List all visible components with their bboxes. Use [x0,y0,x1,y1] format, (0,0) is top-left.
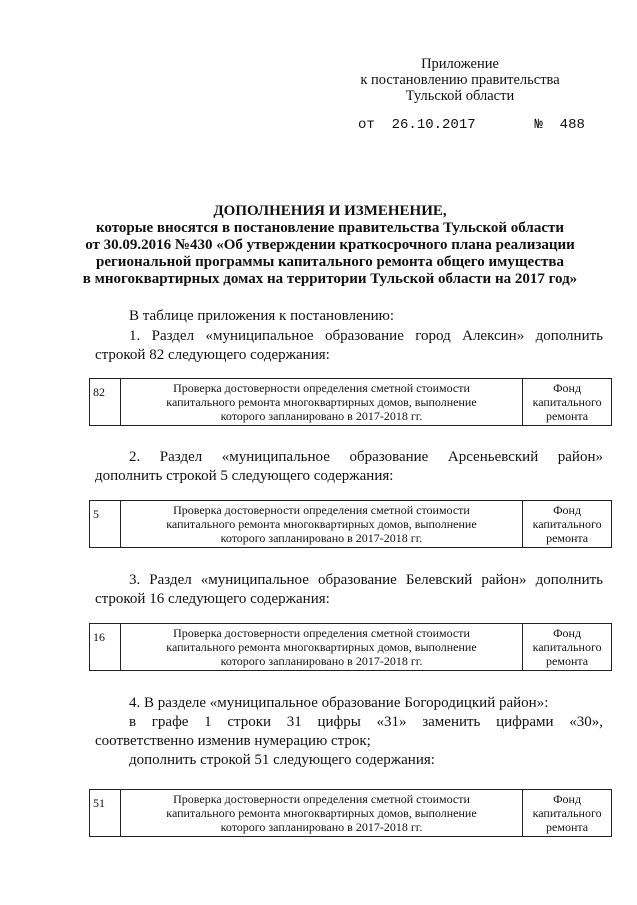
row-description [120,379,522,426]
row-number: 82 [90,379,121,426]
document-title [60,203,600,288]
row-number: 51 [90,790,121,837]
row-fund [523,501,612,548]
row-description-line-3: которого запланировано в 2017-2018 гг. [220,654,423,668]
row-fund-line-3: ремонта [546,531,589,545]
row-fund-line-2: капитального [532,395,602,409]
intro-paragraph [95,307,603,326]
row-fund [523,624,612,671]
paragraph-4-line-1: 4. В разделе «муниципальное образование Богородицкий район»: [129,695,549,711]
title-line-5: в многоквартирных домах на территории Тульской области на 2017 год» [82,271,578,287]
row-table-16 [89,623,612,671]
annex-line-2: к постановлению правительства [360,72,560,88]
row-description-line-1: Проверка достоверности определения сметной стоимости [173,381,470,395]
paragraph-4 [95,694,603,770]
row-description-line-3: которого запланировано в 2017-2018 гг. [220,820,423,834]
order-from-label: от [358,117,375,133]
row-description-line-2: капитального ремонта многоквартирных домов, выполнение [166,806,477,820]
order-number-label: № [534,117,543,133]
paragraph-4-line-4: дополнить строкой 51 следующего содержания: [129,752,435,768]
table-row [90,379,612,426]
row-fund [523,790,612,837]
row-description-line-1: Проверка достоверности определения сметной стоимости [173,503,470,517]
title-line-4: региональной программы капитального ремонта общего имущества [96,254,564,270]
row-description [120,501,522,548]
order-line [358,117,585,133]
row-fund-line-1: Фонд [553,503,582,517]
paragraph-2-line-1: 2. Раздел «муниципальное образование Арсеньевский район» [129,449,603,465]
row-fund-line-1: Фонд [553,792,582,806]
paragraph-1 [95,327,603,365]
annex-line-1: Приложение [421,56,499,72]
title-line-1: ДОПОЛНЕНИЯ И ИЗМЕНЕНИЕ, [213,203,447,219]
row-number: 5 [90,501,121,548]
row-fund-line-3: ремонта [546,820,589,834]
paragraph-1-line-2: строкой 82 следующего содержания: [95,347,330,363]
row-description-line-3: которого запланировано в 2017-2018 гг. [220,531,423,545]
row-fund-line-2: капитального [532,517,602,531]
paragraph-2 [95,448,603,486]
annex-line-3: Тульской области [405,88,515,104]
annex-block [330,56,590,104]
row-table-51 [89,789,612,837]
intro-text: В таблице приложения к постановлению: [129,308,395,324]
table-row [90,501,612,548]
title-line-3: от 30.09.2016 №430 «Об утверждении краткосрочного плана реализации [85,237,575,253]
paragraph-3-line-1: 3. Раздел «муниципальное образование Белевский район» дополнить [129,572,603,588]
paragraph-4-line-2: в графе 1 строки 31 цифры «31» заменить цифрами «30», [129,714,603,730]
row-description [120,624,522,671]
row-description-line-3: которого запланировано в 2017-2018 гг. [220,409,423,423]
table-row [90,624,612,671]
row-description-line-2: капитального ремонта многоквартирных домов, выполнение [166,517,477,531]
paragraph-3 [95,571,603,609]
row-table-5 [89,500,612,548]
row-fund-line-3: ремонта [546,409,589,423]
row-description-line-1: Проверка достоверности определения сметной стоимости [173,792,470,806]
order-date: 26.10.2017 [391,117,476,133]
row-fund-line-3: ремонта [546,654,589,668]
row-table-82 [89,378,612,426]
row-fund-line-1: Фонд [553,626,582,640]
paragraph-2-line-2: дополнить строкой 5 следующего содержания: [95,468,394,484]
row-fund-line-2: капитального [532,806,602,820]
title-line-2: которые вносятся в постановление правительства Тульской области [95,220,565,236]
row-fund [523,379,612,426]
row-number: 16 [90,624,121,671]
row-description-line-2: капитального ремонта многоквартирных домов, выполнение [166,640,477,654]
row-fund-line-1: Фонд [553,381,582,395]
table-row [90,790,612,837]
row-description-line-1: Проверка достоверности определения сметной стоимости [173,626,470,640]
row-description [120,790,522,837]
paragraph-1-line-1: 1. Раздел «муниципальное образование город Алексин» дополнить [129,328,603,344]
order-number: 488 [559,117,585,133]
row-fund-line-2: капитального [532,640,602,654]
paragraph-4-line-3: соответственно изменив нумерацию строк; [95,733,371,749]
row-description-line-2: капитального ремонта многоквартирных домов, выполнение [166,395,477,409]
paragraph-3-line-2: строкой 16 следующего содержания: [95,591,330,607]
